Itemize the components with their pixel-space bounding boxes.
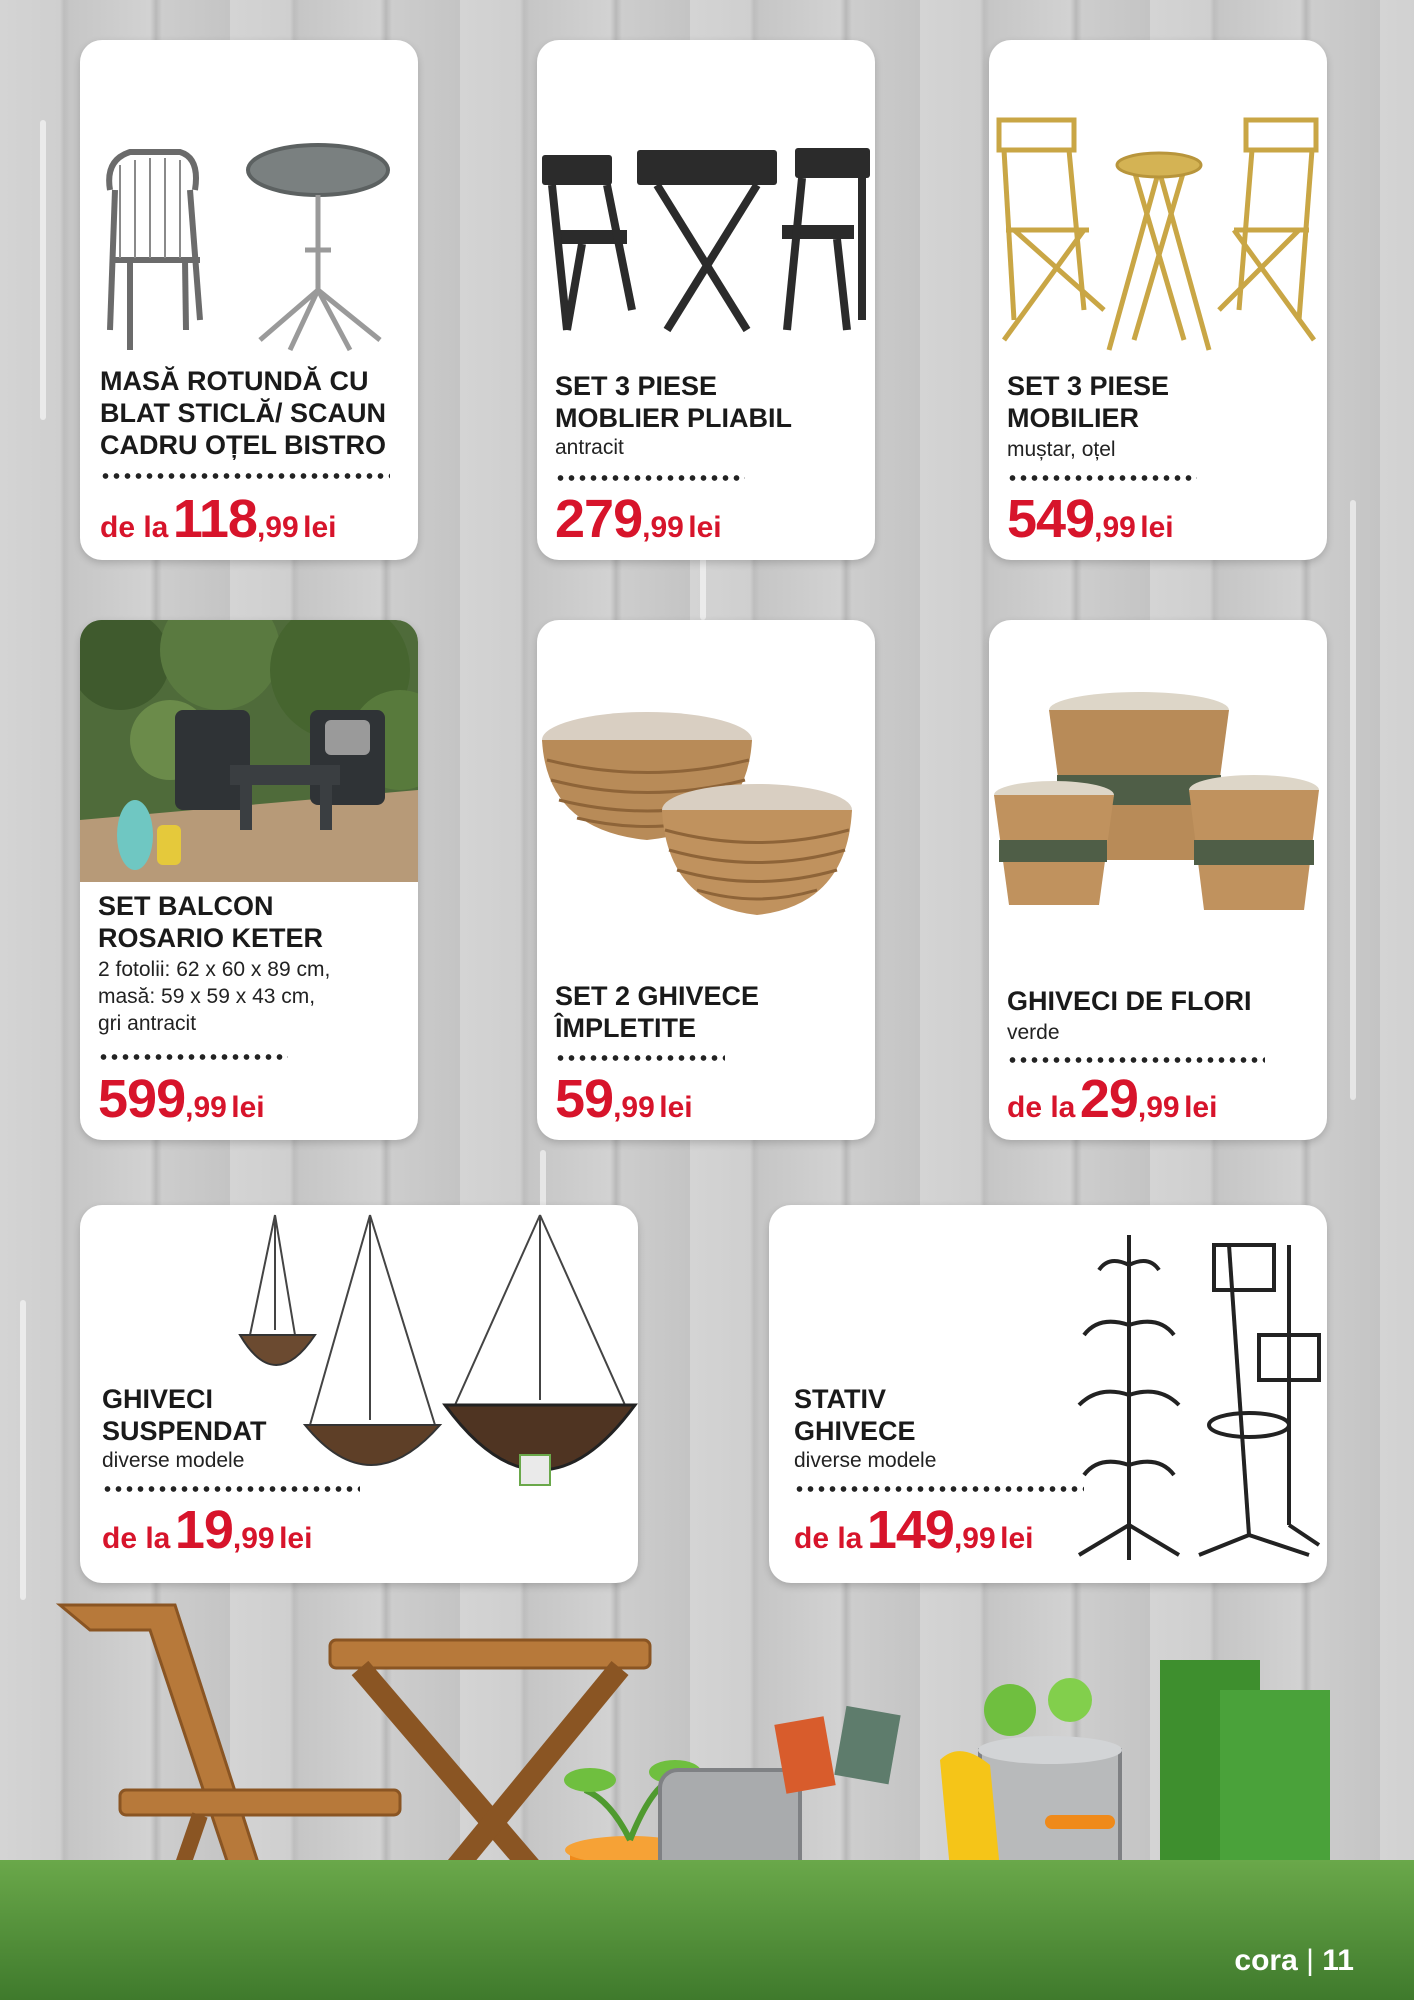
bistro-table-chair-image	[90, 90, 410, 370]
product-title: SET 3 PIESE MOBILIER	[1007, 371, 1170, 433]
price-tag: 279,99 lei	[555, 489, 722, 549]
price-tag: 549,99 lei	[1007, 489, 1174, 549]
grass-strip	[0, 1860, 1414, 2000]
balcony-set-photo	[80, 620, 418, 882]
dotted-separator	[1007, 474, 1197, 482]
product-card-plant-stand[interactable]	[769, 1205, 1327, 1583]
product-subtitle: muștar, oțel	[1007, 438, 1116, 461]
product-title: GHIVECI SUSPENDAT	[102, 1384, 267, 1446]
footer-page-info: cora | 11	[1234, 1944, 1354, 1977]
product-title: SET 3 PIESE MOBLIER PLIABIL	[555, 371, 792, 433]
product-card-balcony-set[interactable]	[80, 620, 418, 1140]
product-subtitle: verde	[1007, 1021, 1060, 1044]
product-card-hanging-basket[interactable]	[80, 1205, 638, 1583]
product-title: MASĂ ROTUNDĂ CU BLAT STICLĂ/ SCAUN CADRU OȚEL BISTRO	[100, 366, 387, 460]
dotted-separator	[100, 472, 390, 480]
price-tag: de la 149,99 lei	[794, 1500, 1034, 1560]
product-title: SET BALCON ROSARIO KETER	[98, 891, 324, 953]
product-card-woven-pots[interactable]	[537, 620, 875, 1140]
dotted-separator	[555, 1054, 725, 1062]
price-tag: de la 19,99 lei	[102, 1500, 313, 1560]
page-number: 11	[1322, 1944, 1354, 1977]
product-card-folding-set[interactable]	[537, 40, 875, 560]
product-title: GHIVECI DE FLORI	[1007, 986, 1252, 1016]
folding-furniture-image	[537, 130, 875, 350]
dotted-separator	[1007, 1056, 1265, 1064]
dotted-separator	[102, 1485, 360, 1493]
product-subtitle: diverse modele	[102, 1449, 245, 1472]
product-title: SET 2 GHIVECE ÎMPLETITE	[555, 981, 760, 1043]
dotted-separator	[794, 1485, 1084, 1493]
price-tag: de la 29,99 lei	[1007, 1069, 1218, 1129]
green-band-pots-image	[989, 690, 1327, 930]
product-subtitle: antracit	[555, 436, 624, 459]
price-tag: 599,99 lei	[98, 1069, 265, 1129]
product-title: STATIV GHIVECE	[794, 1384, 916, 1446]
product-subtitle: 2 fotolii: 62 x 60 x 89 cm, masă: 59 x 59 x 43 cm, gri antracit	[98, 958, 331, 1035]
mustard-set-image	[994, 110, 1324, 360]
brand-logo: cora	[1234, 1944, 1298, 1977]
product-card-mustard-set[interactable]	[989, 40, 1327, 560]
dotted-separator	[555, 474, 745, 482]
woven-pots-image	[537, 700, 875, 940]
price-tag: 59,99 lei	[555, 1069, 693, 1129]
product-card-flower-pots[interactable]	[989, 620, 1327, 1140]
plant-stands-image	[1059, 1225, 1327, 1565]
product-card-bistro-table[interactable]	[80, 40, 418, 560]
product-subtitle: diverse modele	[794, 1449, 937, 1472]
dotted-separator	[98, 1053, 288, 1061]
price-tag: de la 118,99 lei	[100, 489, 337, 549]
